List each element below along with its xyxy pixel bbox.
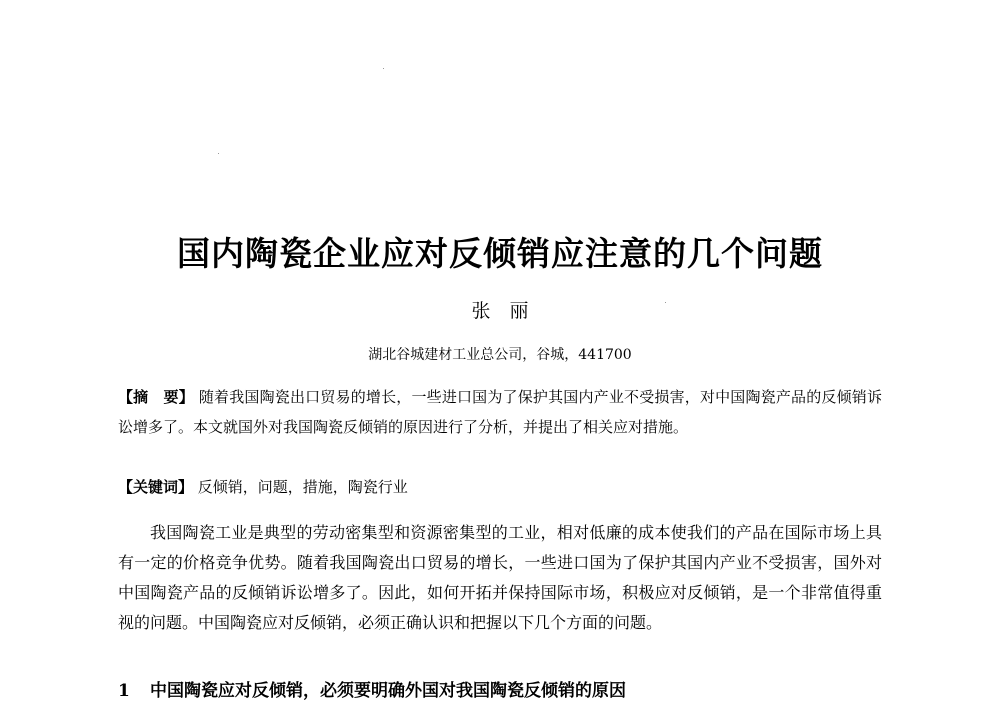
scan-speck <box>218 153 219 154</box>
scan-speck <box>383 68 384 69</box>
abstract-label: 【摘 要】 <box>118 388 194 406</box>
section-heading-text: 中国陶瓷应对反倾销，必须要明确外国对我国陶瓷反倾销的原因 <box>150 681 626 701</box>
abstract-text: 随着我国陶瓷出口贸易的增长，一些进口国为了保护其国内产业不受损害，对中国陶瓷产品的反倾销诉讼增多了。本文就国外对我国陶瓷反倾销的原因进行了分析，并提出了相关应对措施。 <box>118 388 882 436</box>
author-name: 张 丽 <box>471 300 529 322</box>
keywords-label: 【关键词】 <box>118 478 194 496</box>
paper-title: 国内陶瓷企业应对反倾销应注意的几个问题 <box>177 234 823 273</box>
section-heading <box>118 676 882 701</box>
section-number: 1 <box>118 681 130 701</box>
keywords <box>118 472 882 502</box>
author-affiliation: 湖北谷城建材工业总公司，谷城，441700 <box>368 347 632 363</box>
abstract <box>118 382 882 442</box>
body-paragraph: 我国陶瓷工业是典型的劳动密集型和资源密集型的工业，相对低廉的成本使我们的产品在国际市场上具有一定的价格竞争优势。随着我国陶瓷出口贸易的增长，一些进口国为了保护其国内产业不受损害，国外对中国陶瓷产品的反倾销诉讼增多了。因此，如何开拓并保持国际市场，积极应对反倾销，是一个非常值得重视的问题。中国陶瓷应对反倾销，必须正确认识和把握以下几个方面的问题。 <box>118 523 882 632</box>
keywords-text: 反倾销，问题，措施，陶瓷行业 <box>197 478 408 496</box>
